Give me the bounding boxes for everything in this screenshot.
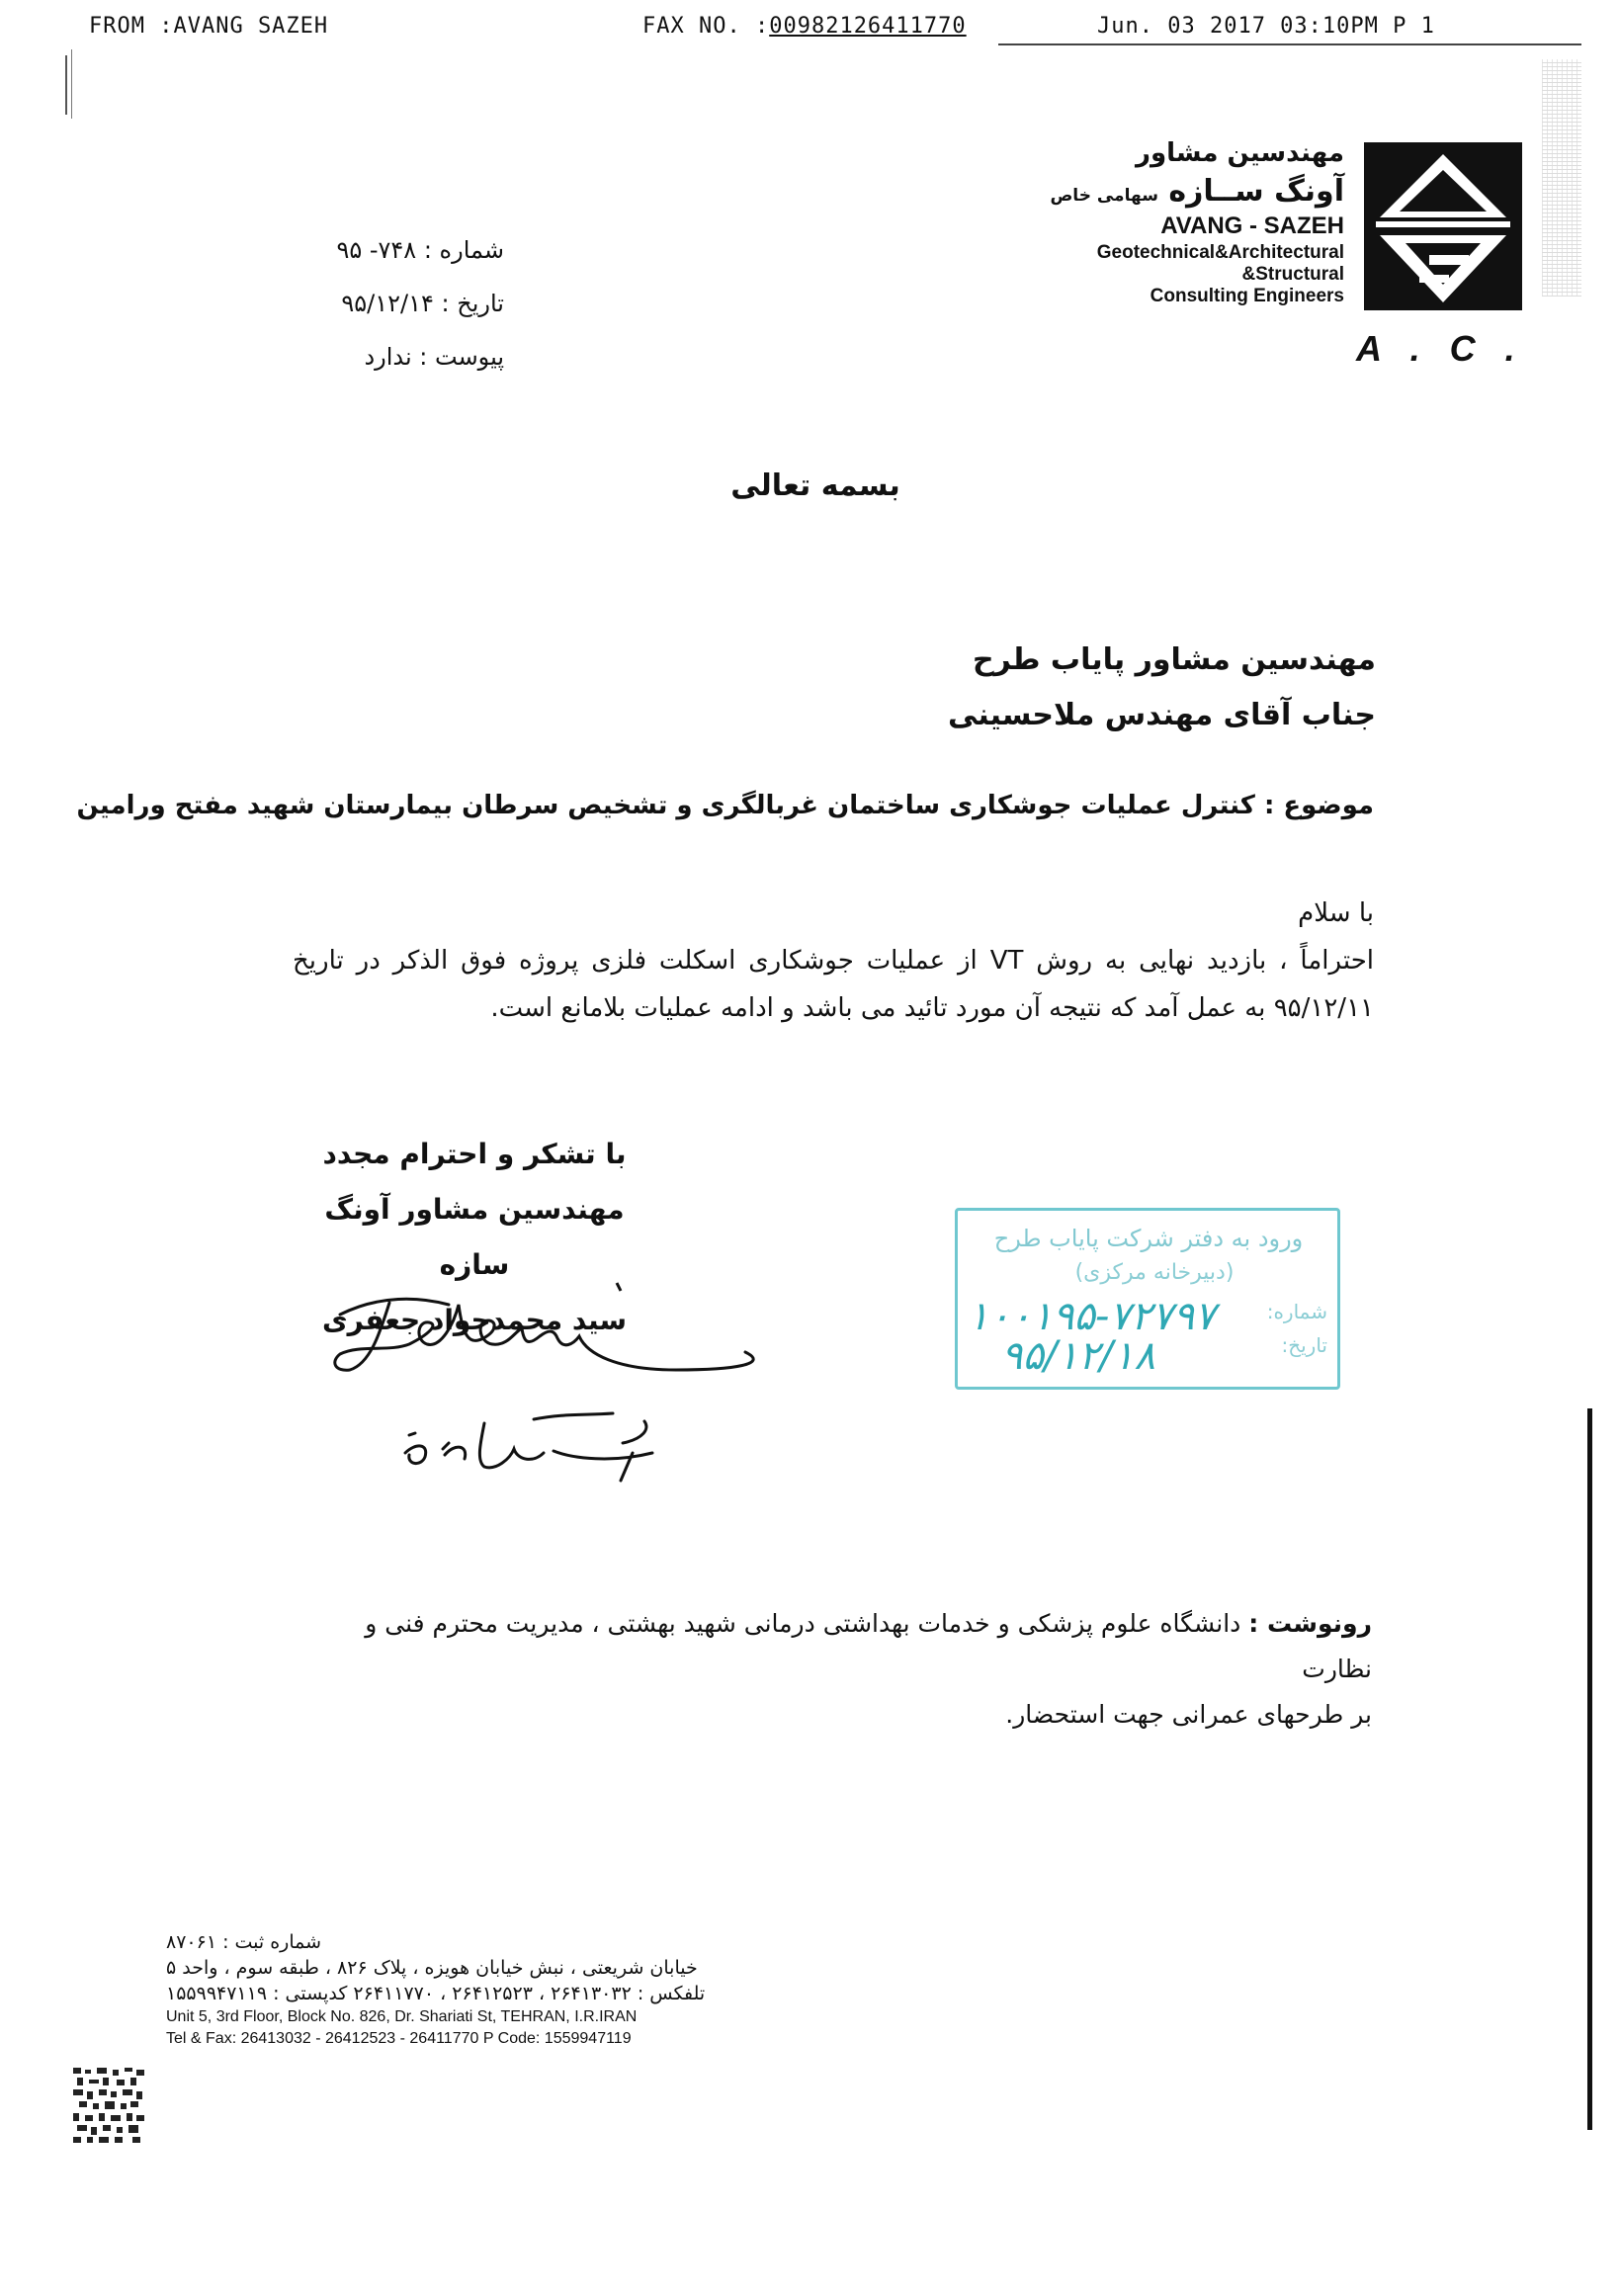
reference-date: تاریخ : ۹۵/۱۲/۱۴ — [341, 290, 504, 317]
company-name-fa: آونگ ســازه — [1168, 174, 1344, 209]
reference-attachment: پیوست : ندارد — [364, 343, 504, 371]
basmala: بسمه تعالی — [730, 468, 900, 503]
received-stamp — [955, 1208, 1340, 1390]
company-desc-line1: Geotechnical&Architectural — [1096, 242, 1344, 263]
scan-mark-left — [65, 55, 67, 115]
stamp-number-label: شماره: — [1266, 1300, 1327, 1323]
fax-datetime: Jun. 03 2017 03:10PM P 1 — [1097, 14, 1435, 39]
company-desc-line3: Consulting Engineers — [1150, 286, 1344, 306]
fax-number-label: FAX NO. : — [642, 14, 770, 39]
signatory-name: سید محمدجواد جعفری — [321, 1304, 627, 1336]
stamp-date: ۹۵/۱۲/۱۸ — [1001, 1333, 1155, 1379]
qr-code — [73, 2068, 144, 2143]
scan-edge-top — [998, 43, 1581, 45]
footer-address — [166, 1929, 759, 2050]
carbon-copy — [297, 1601, 1372, 1738]
addressee-person: جناب آقای مهندس ملاحسینی — [948, 698, 1376, 732]
company-name-fa-line2 — [1048, 174, 1344, 209]
company-type-fa: سهامی خاص — [1050, 186, 1158, 206]
address-fa: خیابان شریعتی ، نبش خیابان هویزه ، پلاک ۸۲۶ ، طبقه سوم ، واحد ۵ — [166, 1957, 698, 1979]
footer-phone-en: Tel & Fax: 26413032 - 26412523 - 26411770 P Code: 1559947119 — [166, 2030, 632, 2047]
footer-address-en: Unit 5, 3rd Floor, Block No. 826, Dr. Shariati St, TEHRAN, I.R.IRAN — [166, 2008, 638, 2025]
company-letterhead — [1048, 138, 1344, 307]
stamp-date-label: تاریخ: — [1281, 1333, 1327, 1357]
handwritten-company-name — [385, 1384, 672, 1483]
company-name-fa-line1: مهندسین مشاور — [1136, 138, 1344, 168]
company-logo — [1362, 140, 1524, 312]
cc-recipient: دانشگاه علوم پزشکی و خدمات بهداشتی درمانی شهید بهشتی ، مدیریت محترم فنی و نظارت — [365, 1609, 1372, 1683]
registration-number: شماره ثبت : ۸۷۰۶۱ — [166, 1931, 322, 1953]
logo-text: A . C . — [1356, 328, 1525, 369]
cc-recipient-cont: بر طرحهای عمرانی جهت استحضار. — [1005, 1700, 1372, 1729]
letter-body — [293, 890, 1374, 1032]
stamp-title: ورود به دفتر شرکت پایاب طرح — [993, 1225, 1304, 1252]
closing-company: مهندسین مشاور آونگ سازه — [324, 1193, 625, 1281]
scan-noise — [1542, 59, 1581, 297]
fax-number-value: 00982126411770 — [769, 14, 967, 39]
addressee-company: مهندسین مشاور پایاب طرح — [972, 642, 1376, 677]
handwritten-signature — [320, 1275, 775, 1384]
scan-mark-left-2 — [71, 49, 72, 119]
addressee — [948, 633, 1376, 743]
subject-line: موضوع : کنترل عملیات جوشکاری ساختمان غربالگری و تشخیص سرطان بیمارستان شهید مفتح ورامین — [76, 791, 1374, 820]
footer-phone-fa — [166, 1981, 759, 2006]
stamp-number: ۱۰۰۱۹۵-۷۲۷۹۷ — [968, 1294, 1216, 1339]
company-desc-line2: &Structural — [1241, 264, 1344, 285]
phone-fa: تلفکس : ۲۶۴۱۳۰۳۲ ، ۲۶۴۱۲۵۲۳ ، ۲۶۴۱۱۷۷۰ کدپستی : ۱۵۵۹۹۴۷۱۱۹ — [166, 1983, 706, 2004]
greeting: با سلام — [1298, 898, 1374, 928]
reference-block — [297, 223, 504, 383]
cc-label: رونوشت : — [1248, 1609, 1372, 1638]
fax-number — [642, 14, 967, 39]
footer-registration — [166, 1929, 759, 1955]
fax-from: FROM :AVANG SAZEH — [89, 14, 329, 39]
company-name-en: AVANG - SAZEH — [1160, 213, 1344, 239]
closing-regards: با تشکر و احترام مجدد — [322, 1138, 627, 1170]
scan-edge-right — [1587, 1408, 1592, 2130]
body-paragraph: احتراماً ، بازدید نهایی به روش VT از عملیات جوشکاری اسکلت فلزی پروژه فوق الذکر در تاریخ ۹۵/۱۲/۱۱ به عمل آمد که نتیجه آن مورد تائید می باشد و ادامه عملیات بلامانع است. — [293, 946, 1374, 1023]
stamp-subtitle: (دبیرخانه مرکزی) — [1074, 1260, 1235, 1285]
reference-number: شماره : ۷۴۸- ۹۵ — [336, 236, 504, 264]
footer-address-fa — [166, 1955, 759, 1981]
